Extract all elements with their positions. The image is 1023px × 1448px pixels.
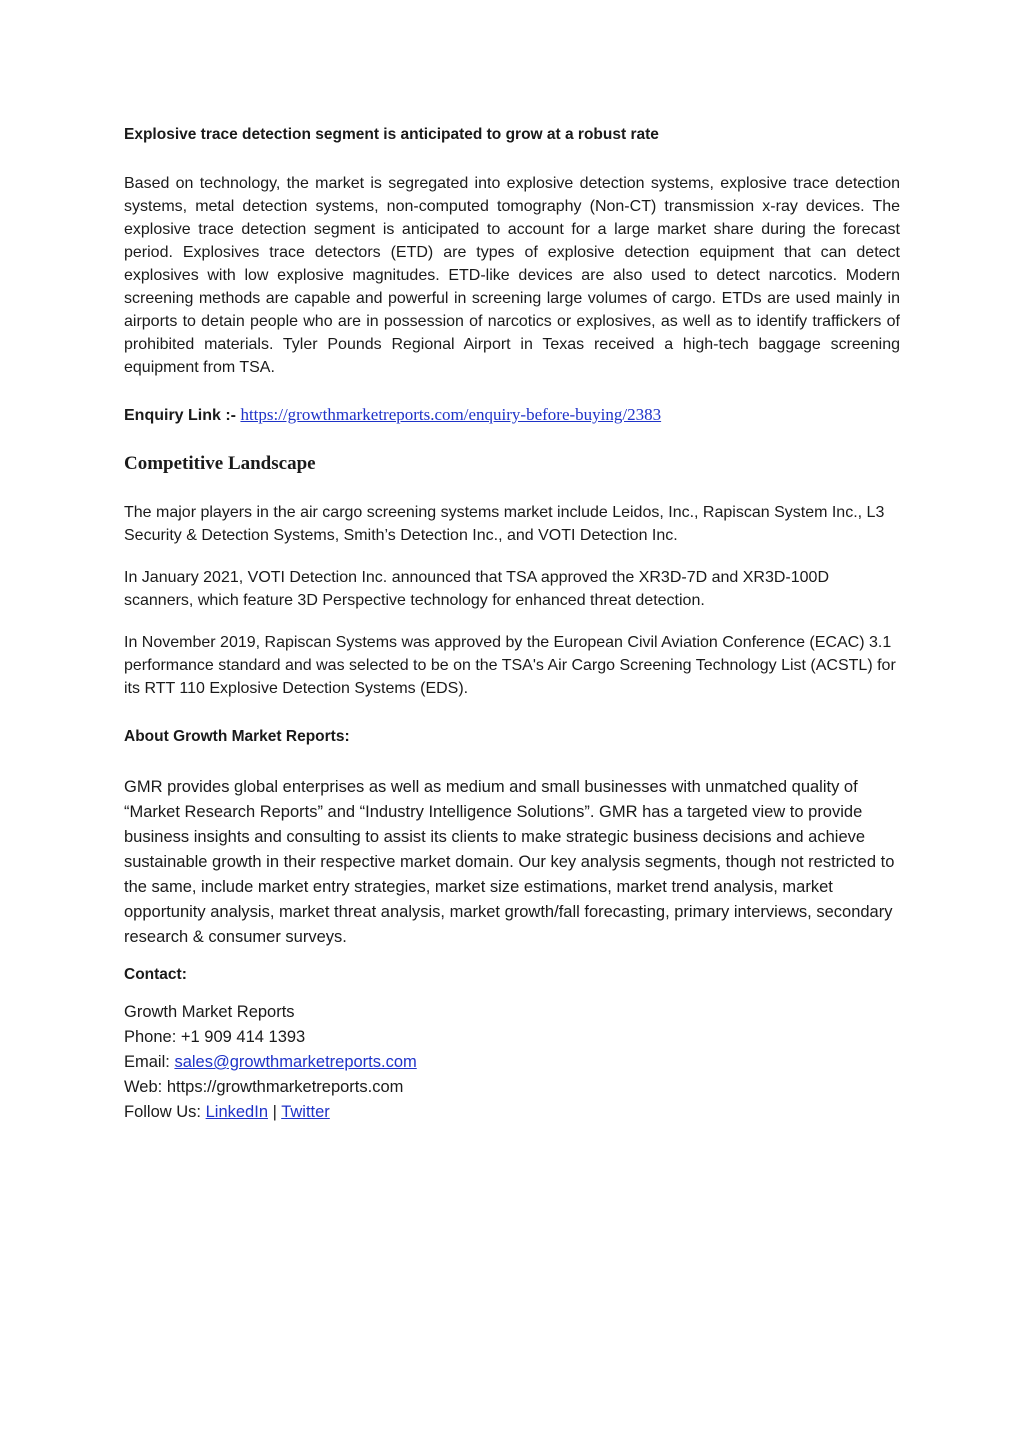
enquiry-line <box>124 403 900 427</box>
contact-block <box>124 1000 900 1125</box>
competitive-paragraph-1: The major players in the air cargo screening systems market include Leidos, Inc., Rapiscan System Inc., L3 Security & Detection Systems, Smith’s Detection Inc., and VOTI Detection Inc. <box>124 504 885 544</box>
section-heading-etd: Explosive trace detection segment is anticipated to grow at a robust rate <box>124 126 659 143</box>
competitive-paragraph-2: In January 2021, VOTI Detection Inc. announced that TSA approved the XR3D-7D and XR3D-100D scanners, which feature 3D Perspective technology for enhanced threat detection. <box>124 569 830 609</box>
contact-heading: Contact: <box>124 966 187 983</box>
web-url: https://growthmarketreports.com <box>166 1078 404 1096</box>
twitter-link[interactable]: Twitter <box>281 1103 330 1121</box>
follow-label: Follow Us: <box>124 1103 202 1121</box>
phone-number: +1 909 414 1393 <box>180 1028 306 1046</box>
document-content <box>124 124 900 1125</box>
link-separator: | <box>272 1103 277 1121</box>
linkedin-link[interactable]: LinkedIn <box>205 1103 268 1121</box>
phone-label: Phone: <box>124 1028 177 1046</box>
about-paragraph: GMR provides global enterprises as well as medium and small businesses with unmatched quality of “Market Research Reports” and “Industry Intelligence Solutions”. GMR has a targeted view to provide business insights and consulting to assist its clients to make strategic business decisions and achieve sustainable growth in their respective market domain. Our key analysis segments, though not restricted to the same, include market entry strategies, market size estimations, market trend analysis, market opportunity analysis, market threat analysis, market growth/fall forecasting, primary interviews, secondary research & consumer surveys. <box>124 778 895 946</box>
contact-phone-line <box>124 1025 900 1050</box>
web-label: Web: <box>124 1078 163 1096</box>
about-heading: About Growth Market Reports: <box>124 728 350 745</box>
competitive-paragraph-3: In November 2019, Rapiscan Systems was approved by the European Civil Aviation Conference (ECAC) 3.1 performance standard and was selected to be on the TSA's Air Cargo Screening Technology List (ACSTL) for its RTT 110 Explosive Detection Systems (EDS). <box>124 634 896 697</box>
etd-paragraph: Based on technology, the market is segregated into explosive detection systems, explosive trace detection systems, metal detection systems, non-computed tomography (Non-CT) transmission x-ray devices. The explosive trace detection segment is anticipated to account for a large market share during the forecast period. Explosives trace detectors (ETD) are types of explosive detection equipment that can detect explosives with low explosive magnitudes. ETD-like devices are also used to detect narcotics. Modern screening methods are capable and powerful in screening large volumes of cargo. ETDs are used mainly in airports to detain people who are in possession of narcotics or explosives, as well as to identify traffickers of prohibited materials. Tyler Pounds Regional Airport in Texas received a high-tech baggage screening equipment from TSA. <box>124 175 900 376</box>
competitive-landscape-heading: Competitive Landscape <box>124 453 316 474</box>
email-label: Email: <box>124 1053 170 1071</box>
enquiry-label: Enquiry Link :- <box>124 407 236 424</box>
email-link[interactable]: sales@growthmarketreports.com <box>174 1053 417 1071</box>
contact-web-line <box>124 1075 900 1100</box>
contact-company: Growth Market Reports <box>124 1003 295 1021</box>
contact-email-line <box>124 1050 900 1075</box>
enquiry-link[interactable]: https://growthmarketreports.com/enquiry-before-buying/2383 <box>240 405 662 424</box>
contact-follow-line <box>124 1100 900 1125</box>
